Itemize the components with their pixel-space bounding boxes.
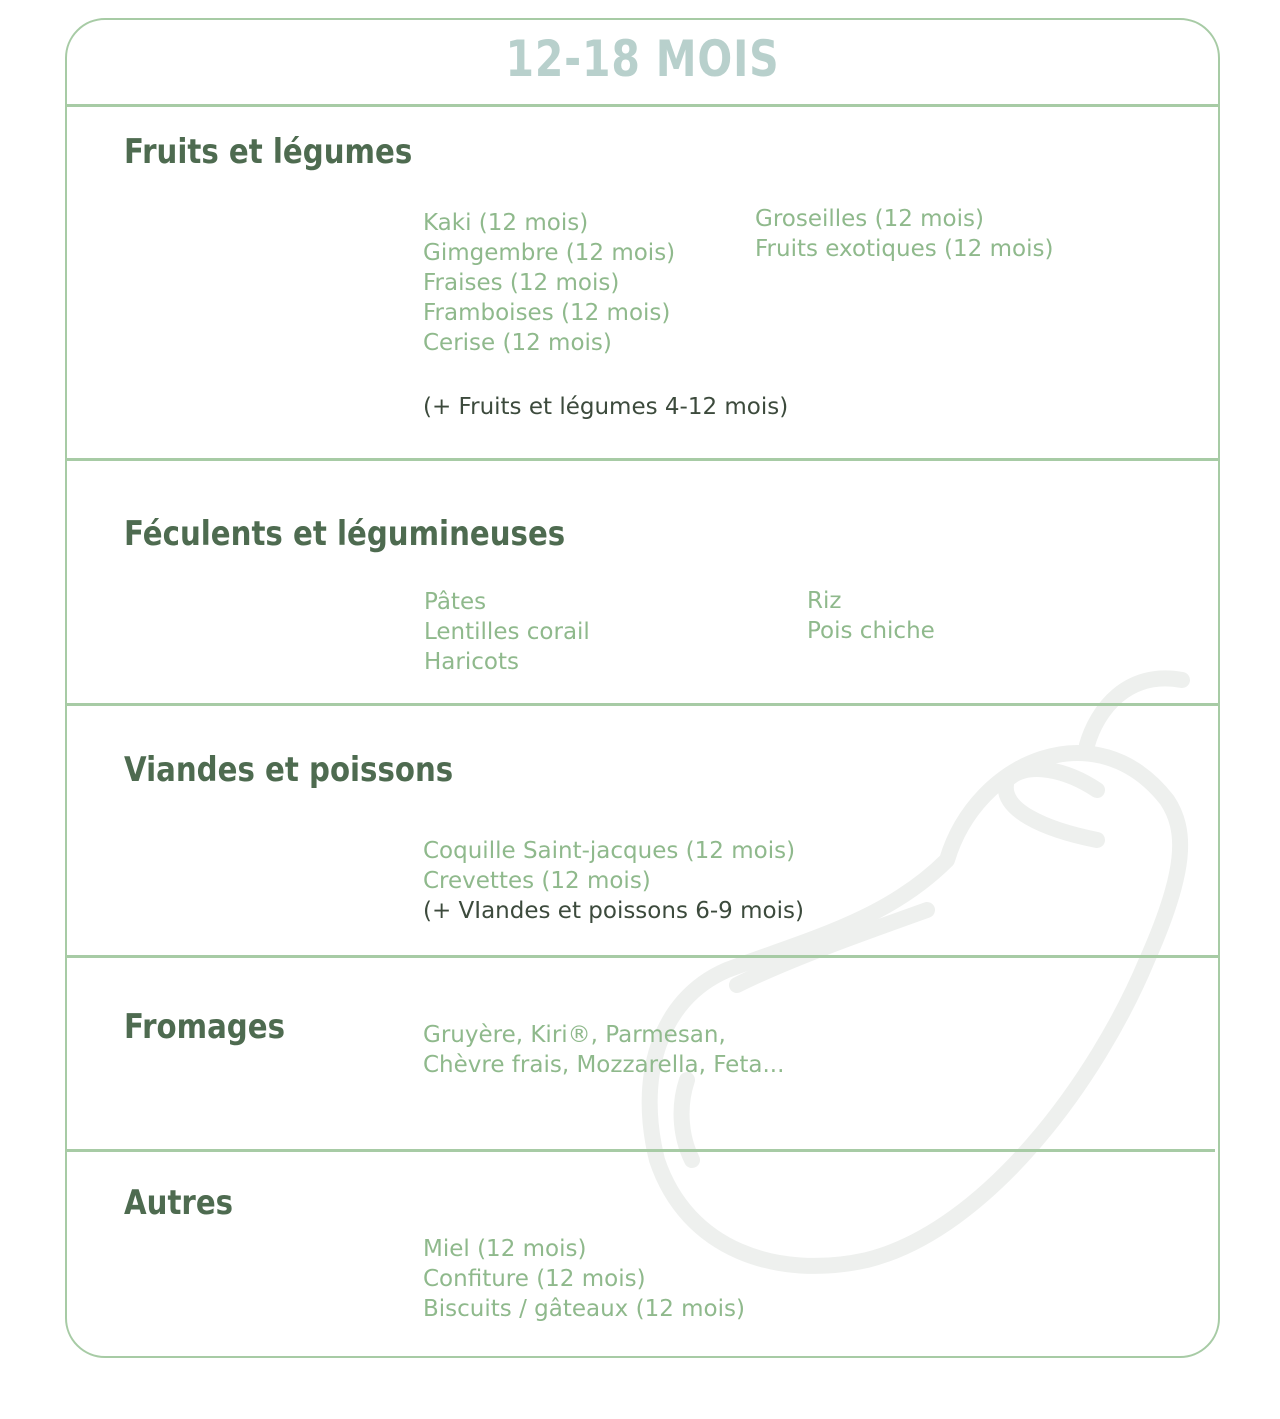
list-item: Chèvre frais, Mozzarella, Feta... bbox=[423, 1052, 785, 1078]
list-item: Biscuits / gâteaux (12 mois) bbox=[423, 1296, 745, 1322]
list-item: Coquille Saint-jacques (12 mois) bbox=[423, 838, 796, 864]
section-heading-feculents: Féculents et légumineuses bbox=[124, 514, 566, 554]
fruits-list-2 bbox=[755, 204, 1053, 264]
fromages-list bbox=[423, 1020, 784, 1080]
section-heading-viandes: Viandes et poissons bbox=[124, 750, 454, 790]
list-item: Haricots bbox=[424, 649, 519, 675]
list-item: Kaki (12 mois) bbox=[423, 210, 589, 236]
feculents-list-2 bbox=[807, 586, 935, 646]
fruits-list-1 bbox=[423, 208, 675, 358]
section-heading-fruits: Fruits et légumes bbox=[124, 132, 413, 172]
list-item: Cerise (12 mois) bbox=[423, 330, 612, 356]
list-item: Pâtes bbox=[424, 589, 487, 615]
eggplant-icon bbox=[627, 660, 1220, 1300]
divider bbox=[65, 458, 1220, 461]
list-item: Riz bbox=[807, 588, 842, 614]
divider bbox=[65, 104, 1220, 107]
list-item: Confiture (12 mois) bbox=[423, 1266, 646, 1292]
feculents-list-1 bbox=[424, 587, 590, 677]
fruits-note: (+ Fruits et légumes 4-12 mois) bbox=[423, 394, 789, 420]
list-item: Groseilles (12 mois) bbox=[755, 206, 984, 232]
list-item: Crevettes (12 mois) bbox=[423, 868, 651, 894]
list-item: Pois chiche bbox=[807, 618, 935, 644]
list-item: Gimgembre (12 mois) bbox=[423, 240, 676, 266]
list-item: Miel (12 mois) bbox=[423, 1236, 587, 1262]
list-item: Lentilles corail bbox=[424, 619, 590, 645]
section-heading-autres: Autres bbox=[124, 1183, 234, 1223]
list-item: Framboises (12 mois) bbox=[423, 300, 671, 326]
section-heading-fromages: Fromages bbox=[124, 1007, 285, 1047]
divider bbox=[65, 703, 1220, 706]
menu-card bbox=[65, 18, 1220, 1358]
viandes-note: (+ VIandes et poissons 6-9 mois) bbox=[423, 898, 804, 924]
list-item: Fraises (12 mois) bbox=[423, 270, 620, 296]
divider bbox=[65, 1149, 1215, 1152]
viandes-list bbox=[423, 836, 804, 926]
list-item: Fruits exotiques (12 mois) bbox=[755, 236, 1054, 262]
page-title: 12-18 MOIS bbox=[505, 30, 780, 88]
divider bbox=[65, 955, 1220, 958]
list-item: Gruyère, Kiri®, Parmesan, bbox=[423, 1022, 726, 1048]
autres-list bbox=[423, 1234, 745, 1324]
